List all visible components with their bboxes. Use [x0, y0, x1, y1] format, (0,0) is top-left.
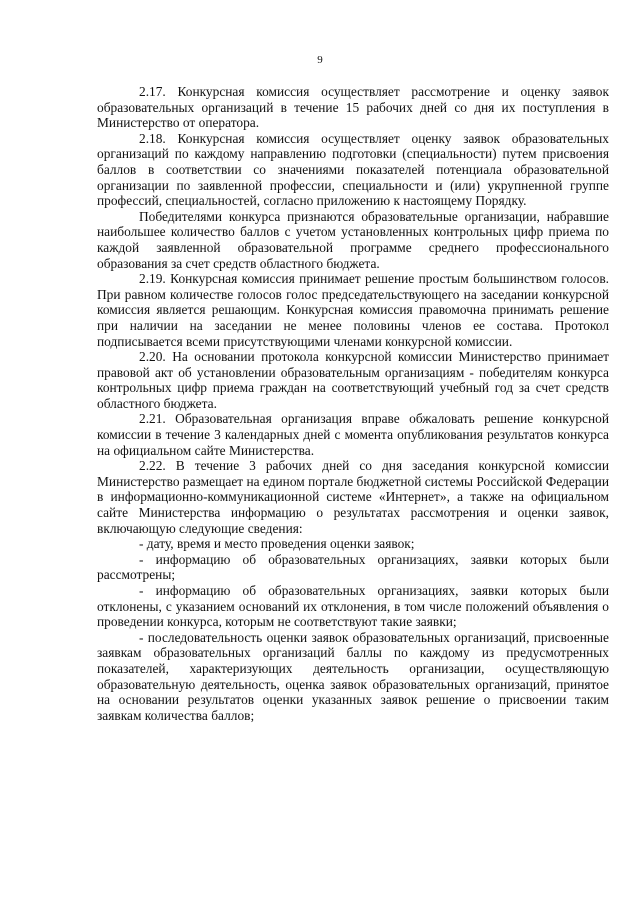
paragraph-winners: Победителями конкурса признаются образовательные организации, набравшие наибольшее количество баллов с учетом установленных контрольных цифр приема по каждой заявленной образовательной программе среднего профессионального образования за счет средств областного бюджета.	[97, 208, 609, 271]
list-item-date: - дату, время и место проведения оценки заявок;	[139, 536, 415, 552]
paragraph-2-18: 2.18. Конкурсная комиссия осуществляет оценку заявок образовательных организаций по каждому направлению подготовки (специальности) путем присвоения баллов в соответствии со значениями показателей потенциала образовательной организации по заявленной профессии, специальности и (или) укрупненной группе профессий, специальностей, согласно приложению к настоящему Порядку.	[97, 130, 609, 209]
document-body	[97, 84, 609, 723]
paragraph-2-22: 2.22. В течение 3 рабочих дней со дня заседания конкурсной комиссии Министерство размещает на едином портале бюджетной системы Российской Федерации в информационно-коммуникационной системе «Интернет», а также на официальном сайте Министерства информацию о результатах рассмотрения и оценки заявок, включающую следующие сведения:	[97, 458, 609, 536]
paragraph-2-21: 2.21. Образовательная организация вправе обжаловать решение конкурсной комиссии в течение 3 календарных дней с момента опубликования результатов конкурса на официальном сайте Министерства.	[97, 411, 609, 458]
paragraph-2-20: 2.20. На основании протокола конкурсной комиссии Министерство принимает правовой акт об установлении образовательным организациям - победителям конкурса контрольных цифр приема граждан на соответствующий учебный год за счет средств областного бюджета.	[97, 349, 609, 411]
list-item-reviewed: - информацию об образовательных организациях, заявки которых были рассмотрены;	[97, 551, 609, 583]
paragraph-2-17: 2.17. Конкурсная комиссия осуществляет рассмотрение и оценку заявок образовательных организаций в течение 15 рабочих дней со дня их поступления в Министерство от оператора.	[97, 84, 609, 131]
list-item-sequence: - последовательность оценки заявок образовательных организаций, присвоенные заявкам образовательных организаций баллы по каждому из предусмотренных показателей, характеризующих деятельность организации, осуществляющую образовательную деятельность, оценка заявок образовательных организаций, принятое на основании результатов оценки указанных заявок решение о присвоении таким заявкам количества баллов;	[97, 629, 609, 723]
list-item-rejected: - информацию об образовательных организациях, заявки которых были отклонены, с указанием оснований их отклонения, в том числе положений объявления о проведении конкурса, которым не соответствуют такие заявки;	[97, 583, 609, 630]
page-number: 9	[317, 54, 323, 66]
paragraph-2-19: 2.19. Конкурсная комиссия принимает решение простым большинством голосов. При равном количестве голосов голос председательствующего на заседании конкурсной комиссия является решающим. Конкурсная комиссия правомочна принимать решение при наличии на заседании не менее половины членов ее состава. Протокол подписывается всеми присутствующими членами конкурсной комиссии.	[97, 271, 609, 349]
